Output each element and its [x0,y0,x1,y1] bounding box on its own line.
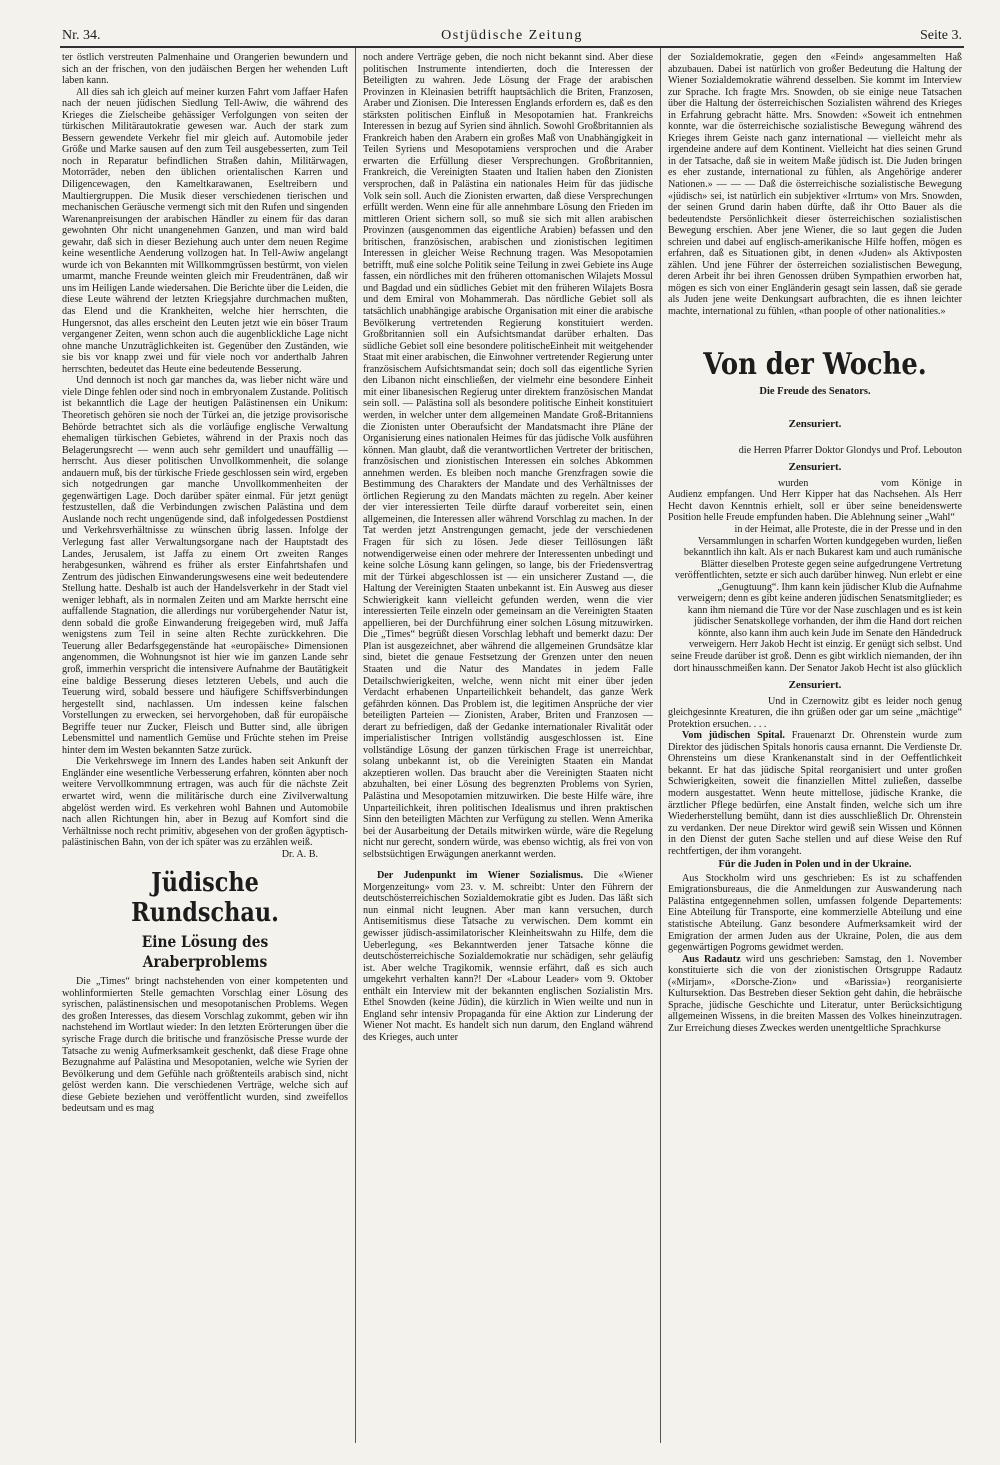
article-title-araberproblem: Eine Lösung des Araberproblems [141,932,269,972]
col3-paragraph-3: Und in Czernowitz gibt es leider noch genug gleichgesinnte Kreaturen, die ihn grüßen oder gar um seine „mächtige“ Protektion ersuchen. . . . [668,695,962,730]
section-title-rundschau: Jüdische Rundschau. [131,868,279,929]
column-divider-2 [660,48,661,1443]
col3-paragraph-2c: in der Heimat, alle Proteste, die in der Presse und in den Versammlungen in scharfen Worten kundgegeben wurden, ließen bekanntlich ihn kalt. Als er nach Bukarest kam und auch rumänische Blätter dieselben Proteste gegen seine aufgedrungene Vertretung veröffentlichten, setzte er sich auch darüber hinweg. Nun erlebt er eine „Genugtuung“. Ihm kann kein jüdischer Klub die Aufnahme verweigern; denn es gibt keine anderen jüdischen Senatsmitglieder; es kann ihm niemand die Türe vor der Nase zuschlagen und es ist kein jüdischer Senatskollege vorhanden, der ihm die Hand dort reichen könnte, also kann ihm auch kein Jude im Senate den Händedruck verweigern. Herr Jakob Hecht ist einzig. Er genügt sich selbst. Und seine Freude darüber ist groß. Denn es gibt wirklich niemanden, der ihn dort hinausschmeißen kann. Der Senator Jakob Hecht ist also glücklich [670,523,962,674]
col2-paragraph-2: Die «Wiener Morgenzeitung» vom 23. v. M. schreibt: Unter den Führern der deutschösterreichischen Sozialdemokratie gibt es Juden. Das läßt sich nun einmal nicht leugnen. Aber man kann versuchen, durch Antisemitismus diese Tatsache zu verwischen. Dem kommt ein gewisser jüdisch-assimilatorischer Kleinheitswahn zu Hilfe, dem die Ueberlegung, «es Bekanntwerden jener Tatsache könne die deutschösterreichische Sozialdemokratie nur schädigen, sehr geläufig ist. Aber welche Tragikomik, wennsie erfährt, daß es sich auch umgekehrt verhalten kann?! Der «Labour Leader» vom 9. Oktober enthält ein Interview mit der bekannten englischen Sozialistin Mrs. Ethel Snowden (keine Jüdin), die kürzlich in Wien weilte und nun in England sehr intensiv Propaganda für eine Aktion zur Linderung der Wiener Not macht. Es handelt sich nun darum, den England während des Krieges, auch unter [363,870,653,1043]
col1-paragraph-3: Und dennoch ist noch gar manches da, was lieber nicht wäre und viele Dinge fehlen oder sind noch in embryonalem Zustande. Politisch ist bekanntlich die Lage der heutigen Palästinensen ein Unikum: Theoretisch gehören sie noch der Türkei an, die jetzige provisorische Behörde betrachtet sich als die vorläufige englische Verwaltung ehemaligen türkischen Gebietes, während in der Praxis noch das Belagerungsrecht — wenn auch sehr gemildert und unauffällig — herrscht. Aus dieser politischen Unvollkommenheit, die solange andauern muß, bis der türkische Friede geschlossen sein wird, ergeben sich notgedrungen gar manche Unvollkommenheiten der gegenwärtigen Lage. Doch darüber später einmal. Für jetzt genügt festzustellen, daß die Verbindungen zwischen Palästina und dem Auslande noch recht ungenügende sind, daß infolgedessen Postdienst und Verkehrsverhältnisse zu wünschen übrig lassen. Infolge der Verlegung fast aller Verwaltungsorgane nach der Hauptstadt des Landes, Jerusalem, ist Jaffa zu einem Ort zweiten Ranges herabgesunken, während es früher als erster Einfahrtshafen und Zentrum des jüdischen Einwanderungswesens eine weit bedeutendere Stellung hatte. Deshalb ist auch der Handelsverkehr in der Stadt viel weniger lebhaft, als in normalen Zeiten und am Markte herrscht eine auffallende Stagnation, die allerdings nur vorübergehender Natur ist, denn sobald die große Einwanderung freigegeben wird, muß Jaffa wenigstens zum Teil in seine alten Rechte zurückkehren. Die Teuerung aller Bedarfsgegenstände hat «europäische» Dimensionen angenommen, die Wohnungsnot ist hier wie im ganzen Lande sehr groß, immerhin verspricht die intensivere Aufnahme der Bautätigkeit eine baldige Besserung dieses letzteren Uebels, und auch die Teuerung wird, sobald bessere und häufigere Schiffsverbindungen hergestellt sind, nachlassen. Um indessen keine falschen Vorstellungen zu erwecken, sei hervorgehoben, daß für europäische Begriffe teuer nur Zucker, Fleisch und Butter sind, alle übrigen Lebensmittel und namentlich Gemüse und Früchte stehen im Preise hinter dem im Westen bekannten Satze zurück. [62,375,348,756]
section-subtitle-senator: Die Freude des Senators. [759,385,871,397]
names-line: die Herren Pfarrer Doktor Glondys und Prof. Lebouton [738,444,962,456]
col1-paragraph-2: All dies sah ich gleich auf meiner kurzen Fahrt vom Jaffaer Hafen nach der neuen jüdischen Siedlung Tell-Awiw, die während des Krieges die Zielscheibe gehässiger Verfolgungen von seiten der türkischen Militärautokratie gewesen war. Auch der stark zum Bessern gewendete Verkehr fiel mir gleich auf. Automobile jeder Größe und Marke sausen auf den zum Teil ausgebesserten, zum Teil noch in Reparatur befindlichen Straßen dahin, Militärwagen, Motorräder, neben den üblichen orientalischen Karren und Diligencewagen, den Kameltkarawanen, Eseltreibern und Maultiergruppen. Die Musik dieser verschiedenen tierischen und mechanischen Geräusche vermengt sich mit den Rufen und singenden Warenanpreisungen der arabischen Händler zu einem für das daran gewohnten Ohr nicht unangenehmen Ganzen, und man wird bald gewahr, daß sich in dieser Beziehung auch unter dem neuen Regime keine wesentliche Aenderung vollzogen hat. In Tell-Awiw angelangt wurde ich von Bekannten mit Willkommgrüssen bestürmt, von vielen umarmt, manche Freunde weinten gleich mir Freudentränen, daß wir uns im Heiligen Lande wiedersahen. Die Berichte über die Leiden, die diese Leute während der letzten Kriegsjahre durchmachen mußten, das Elend und die Krankheiten, welche hier herrschten, die Hungersnot, das alles erscheint den Leuten jetzt wie ein böser Traum vergangener Zeiten, wenn schon auch die augenblickliche Lage nicht ohne manche Unzuträglichkeiten ist. Gegenüber den Zuständen, wie sie bis vor knapp zwei und für viele noch vor anderthalb Jahren herrschten, bedeutet das Heute eine bedeutende Besserung. [62,86,348,375]
header-rule [60,46,964,48]
col3-paragraph-2: wurden vom Könige in Audienz empfangen. Und Herr Kipper hat das Nachsehen. Als Herr Hecht davon Kenntnis erhielt, soll er über seine beneidenswerte Position helle Freude empfunden haben. Die Ablehnung seiner „Wahl“ [668,477,962,524]
column-divider-1 [355,48,356,1443]
col1-paragraph-4: Die Verkehrswege im Innern des Landes haben seit Ankunft der Engländer eine wesentliche Verbesserung erfahren, könnten aber noch weitere Vervollkommnung ertragen, was auch für die nächste Zeit erwartet wird, wenn die militärische durch eine Zivilverwaltung abgelöst werden wird. Es verkehren wohl Bahnen und Automobile nach allen Richtungen hin, aber in Bezug auf Komfort sind die Verhältnisse noch recht primitiv, abgesehen von der großen ägyptisch-palästinischen Bahn, von der ich später was zu erzählen weiß. [62,756,348,849]
section-title-von-der-woche: Von der Woche. [703,346,927,382]
col3-paragraph-4: Frauenarzt Dr. Ohrenstein wurde zum Direktor des jüdischen Spitals honoris causa ernannt. Die Verdienste Dr. Ohrensteins um diese Krankenanstalt sind in der Oeffentlichkeit bekannt. Er hat das jüdische Spital reorganisiert und unter großen Schwierigkeiten, soweit die finanziellen Mittel zuließen, dasselbe modern ausgestattet. Wenn heute mittellose, jüdische Kranke, die ärztlicher Pflege bedürfen, eine Anstalt finden, welche sich um ihre Wiederherstellung bemüht, dann ist dies ausschließlich Dr. Ohrenstein zu verdanken. Der neue Direktor wird gewiß sein Wissen und Können in den Dienst der guten Sache stellen und auf diese Weise den Ruf rechtfertigen, der ihm vorangeht. [668,730,962,857]
page-header [62,28,962,48]
censored-mark-3: Zensuriert. [788,679,842,692]
col3-paragraph-5: Aus Stockholm wird uns geschrieben: Es ist zu schaffenden Emigrationsbureaus, die die Anmeldungen zur Auswanderung nach Palästina entgegennehmen sollen, umfassen folgende Departements: Eine Abteilung für Transporte, eine kommerzielle Abteilung und eine statistische Abteilung. Ganz besondere Aufmerksamkeit wird der Emigration der armen Juden aus der Ukraine, Polen, die aus dem gegenwärtigen Pogroms gewidmet werden. [668,872,962,954]
censored-mark-1: Zensuriert. [788,418,842,431]
col3-paragraph-1: der Sozialdemokratie, gegen den «Feind» angesammelten Haß abzubauen. Dabei ist natürlich von großer Bedeutung die Haltung der Wiener Sozialdemokratie während desselben. Sie kommt im Interview zur Sprache. Ich fragte Mrs. Snowden, ob sie einige neue Tatsachen über die Haltung der österreichischen Sozialisten während des Krieges in Erfahrung gebracht hätte. Mrs. Snowden: «Soweit ich entnehmen konnte, war die österreichische sozialistische Bewegung während des Krieges ihrem Geiste nach ganz international — vielleicht mehr als irgendeine andere auf dem Kontinent. Vielleicht hat dies seinen Grund in der Tatsache, daß sie in weitem Maße jüdisch ist. Die Juden bringen es eher zustande, international zu fühlen, als Angehörige anderer Nationen.» — — — Daß die österreichische sozialistische Bewegung «jüdisch» sei, ist natürlich ein subjektiver «Irrtum» von Mrs. Snowden, der seinen Grund darin haben dürfte, daß ihr Otto Bauer als die bedeutendste Persönlichkeit dieser österreichischen sozialistischen Bewegung erschien. Aber jene Wiener, die so laut gegen die Juden schreien und dabei auf englisch-amerikanische Hilfe hoffen, mögen es erfahren, daß es Situationen gibt, in denen «Juden» als Aktivposten zählen. Und jene Führer der österreichen sozialistischen Bewegung, deren Arbeit ihr bei ihren Genossen drüben Sympathien erworben hat, mögen es sich von einer Engländerin gesagt sein lassen, daß sie gerade als Juden jene weite Denkungsart aufbrachten, die es ihnen leichter machte, international zu fühlen, «than poople of other nationalities.» [668,52,962,318]
article-signature: Dr. A. B. [281,848,318,860]
col2-paragraph-1: noch andere Verträge geben, die noch nicht bekannt sind. Aber diese politischen Instrumente intendierten, doch die Interessen der Beteiligten zu wahren. Jede Lösung der Frage der arabischen Provinzen in Kleinasien betrifft hauptsächlich die Briten, Franzosen, Araber und Zionisen. Die Interessen Englands erfordern es, daß es den stärksten politischen Einfluß in Mesopotamien hat. Frankreichs Interessen in bezug auf Syrien sind ähnlich. Sowohl Großbritannien als Frankreich haben den Arabern ein großes Maß von Unabhängigkeit in Teilen Syriens und Mesopotamiens versprochen und die Araber erwarten die Erfüllung dieser Versprechungen. Großbritannien, Frankreich, die Vereinigten Staaten und Italien haben den Zionisten versprochen, daß in Palästina ein nationales Heim für das jüdische Volk sein soll. Auch die Zionisten erwarten, daß diese Versprechungen erfüllt werden. Wenn eine für alle annehmbare Lösung den Frieden im mittleren Orient sichern soll, so muß sie sich mit allen arabischen Provinzen (ausgenommen das eigentliche Arabien) befassen und den britischen, französischen, arabischen und zionistischen legitimen Interessen in gleicher Weise Rechnung tragen. Was Mesopotamien betrifft, muß eine solche Politik seine Teilung in zwei Gebiete ins Auge fassen, ein nördliches mit den früheren ottomanischen Wilajets Mossul und Bagdad und ein südliches Gebiet mit den früheren Wilajets Bosra und dem Emiral von Mohammerah. Das nördliche Gebiet soll als tatsächlich unabhängige arabische Organisation mit einer die arabische Bevölkerung vertretenden Regierung konstituiert werden. Großbritannien soll ein Aufsichtsmandat darüber erhalten. Das südliche Gebiet soll eine besondere politischeEinheit mit weitgehender Staat mit einer arabischen, die Einwohner vertretender Regierung unter französischem Aufsichtsmandat sein; doch soll das eigentliche Syrien den Libanon nicht einschließen, der vielmehr eine besondere Einheit mit einer libanesischen Regierug unter direktem französischen Mandat sein soll. — Palästina soll als besondere politische Einheit konstituiert werden, in welcher unter dem allgemeinen Mandate Groß-Britanniens die Zionisten unter Oberaufsicht der Mandatsmacht ihre Pläne der Organisierung eines nationalen Heimes für das jüdische Volk ausführen können. Man glaubt, daß die verantwortlichen Vertreter der britischen, französischen und zionistischen Interessen ein solches Abkommen annehmen werden. Es bleiben noch manche Grenzfragen sowie die Bestimmung des Charakters der Mandate und des Verhältnisses der örtlichen Regierung zu den Mandats mächten zu regeln. Aber keiner der vier interessierten Teile dürfte darauf vorbereitet sein, einen allgemeinen, die Interessen aller während Vorschlag zu machen. In der Tat werden jetzt Anstrengungen gemacht, jede der verschiedenen Fragen für sich zu lösen. Jede dieser Teillösungen läßt notwendigerweise einen oder mehrere der Interessenten unbedingt und keine solche Lösung kann gelingen, so lange, bis der Friedensvertrag mit der Türkei abgeschlossen ist — ein unsicherer Zustand —, die Haltung der Vereinigten Staaten unbekannt ist. Ein Ausweg aus dieser Schwierigkeit kann vielleicht gefunden werden, wenn die vier interessierten Teile einzeln oder gemeinsam an die Vereinigten Staaten appellieren, bei der Durchführung einer solchen Lösung mitzuwirken. Die „Times“ begrüßt diesen Vorschlag lebhaft und bemerkt dazu: Der Plan ist ausgezeichnet, aber während die allgemeinen Grundsätze klar sind, bietet die genaue Festsetzung der Grenzen unter den neuen Staaten und die Natur des Mandates in jedem Falle Detailschwierigkeiten, welche, wenn nicht mit einer über jeden Verdacht erhabenen Unparteilichkeit behandelt, das ganze Werk gefährden können. Das Problem ist, die legitimen Ansprüche der vier beteiligten Parteien — Zionisten, Araber, Briten und Franzosen — derart zu befriedigen, daß der Gedanke internationaler Rivalität oder imperialistischer Intrigen vollständig ausgeschlossen ist. Eine vollständige Lösung der ganzen türkischen Frage ist unerreichbar, solang unbekannt ist, ob die Vereinigten Staaten ein Mandat akzeptieren wollen. Das braucht aber die Vereinigten Staaten nicht abzuhalten, bei einer Lösung des begrenzten Problems von Syrien, Palästina und Mesopotamien mitzuwirken. Die beste Hilfe wäre, ihre Unparteilichkeit, ihren politischen Idealismus und ihren praktischen Sinn den beteiligten Mächten zur Verfügung zu stellen. Wenn Amerika bei der Ausarbeitung der Details mitwirken würde, wäre die Regelung nicht nur gerecht, sondern würde, was ebenso wichtig, als frei von von selbstsüchtigen Erwägungen anerkannt werden. [363,52,653,860]
column-1 [62,52,348,1452]
subhead-judenpunkt: Der Judenpunkt im Wiener Sozialismus. [377,870,584,882]
col3-paragraph-6: wird uns geschrieben: Samstag, den 1. November konstituierte sich die von der zionistischen Ortsgruppe Radautz («Mirjam», «Dorsche-Zion» und «Barissia») reorganisierte Kultursektion. Das Bestreben dieser Sektion geht dahin, die hebräische Sprache, jüdische Geschichte und Literatur, unter Berücksichtigung allgemeinen Wissens, in die breiten Massen des Volkes hineinzutragen. Zur Erreichung dieses Zweckes werden unentgeltliche Sprachkurse [668,953,962,1034]
column-3 [668,52,962,1452]
column-2 [363,52,653,1452]
page-number: Nr. 34. [62,28,101,43]
page-side: Seite 3. [920,28,962,43]
subhead-spital: Vom jüdischen Spital. [682,730,785,742]
subhead-polen-ukraine: Für die Juden in Polen und in der Ukraine. [718,859,912,871]
subhead-radautz: Aus Radautz [682,953,741,965]
col1-paragraph-1: ter östlich verstreuten Palmenhaine und Orangerien bewundern und sich an der frischen, von den judäischen Bergen her wehenden Luft laben kann. [62,52,348,87]
censored-mark-2: Zensuriert. [788,461,842,474]
newspaper-title: Ostjüdische Zeitung [441,28,583,43]
col1-paragraph-5: Die „Times“ bringt nachstehenden von einer kompetenten und wohlinformierten Stelle gemachten Vorschlag einer Lösung des syrischen, palästinensischen und mesopotanischen Problems. Wegen des großen Interesses, das diesem Vorschlag zukommt, geben wir ihn nachstehend im Wortlaut wieder: In den letzten Erörterungen über die syrische Frage durch die britische und französische Presse wurde der Tatsache zu wenig Aufmerksamkeit geschenkt, daß diese Frage ohne Bezugnahme auf Palästina und Mesopotanien, welche wie Syrien der Bevölkerung und dem Gefühle nach größtenteils arabisch sind, nicht gelöst werden kann. Die verschiedenen Verträge, welche sich auf diese Gebiete beziehen und veröffentlicht wurden, sind zweifellos bedeutsam und es mag [62,976,348,1115]
